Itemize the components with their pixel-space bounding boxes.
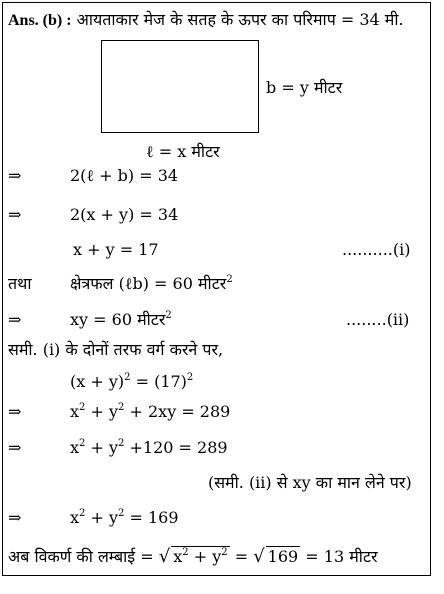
equation-2: 2(x + y) = 34 [70, 205, 179, 224]
eq11-y: + y [85, 508, 119, 527]
eq8-y: + y [85, 402, 119, 421]
equation-8 [70, 402, 230, 422]
intro-text: आयताकार मेज के सतह के ऊपर का परिमाप = 34 मी. [76, 10, 404, 29]
eq-tag-i: ..........(i) [342, 240, 411, 259]
superscript: 2 [79, 508, 86, 519]
radicand-2: 169 [267, 547, 299, 566]
superscript: 2 [79, 402, 86, 413]
tatha-label: तथा [8, 274, 32, 293]
radicand-1 [171, 546, 229, 567]
area-text: क्षेत्रफल (ℓb) = 60 मीटर [70, 274, 227, 293]
eq11-x: x [70, 508, 80, 527]
eq9-y: + y [85, 438, 119, 457]
rad-y: + y [188, 547, 222, 566]
implies-arrow: ⇒ [8, 508, 22, 527]
bottom-label: ℓ = x मीटर [146, 142, 220, 161]
eq8-rest: + 2xy = 289 [124, 402, 231, 421]
xy-text: xy = 60 मीटर [70, 310, 166, 329]
equation-7 [70, 372, 193, 392]
diagonal-equation [8, 546, 378, 567]
implies-arrow: ⇒ [8, 205, 22, 224]
superscript: 2 [118, 402, 125, 413]
rectangle-diagram [101, 40, 259, 133]
equation-5 [70, 310, 172, 330]
eq9-x: x [70, 438, 80, 457]
superscript: 2 [79, 438, 86, 449]
eq-tag-ii: ........(ii) [346, 310, 410, 329]
equals: = [229, 547, 254, 566]
superscript: 2 [182, 547, 189, 558]
eq7-b: = (17) [130, 372, 187, 391]
diagonal-result: = 13 मीटर [300, 547, 378, 566]
substitution-note: (समी. (ii) से xy का मान लेने पर) [208, 473, 412, 492]
ans-label: Ans. (b) : [8, 12, 72, 29]
superscript: 2 [118, 438, 125, 449]
superscript: 2 [186, 372, 194, 383]
radical-icon: √ [253, 546, 265, 567]
superscript: 2 [124, 372, 131, 383]
equation-3: x + y = 17 [73, 240, 159, 259]
superscript: 2 [226, 274, 233, 285]
equation-9 [70, 438, 228, 458]
side-label: b = y मीटर [266, 78, 343, 97]
superscript: 2 [118, 508, 125, 519]
intro-line [8, 10, 404, 31]
diagonal-text: अब विकर्ण की लम्बाई = [8, 547, 159, 566]
radical-icon: √ [158, 546, 171, 567]
eq8-x: x [70, 402, 80, 421]
implies-arrow: ⇒ [8, 310, 22, 329]
implies-arrow: ⇒ [8, 402, 22, 421]
superscript: 2 [221, 547, 228, 558]
superscript: 2 [165, 310, 172, 321]
equation-11 [70, 508, 179, 528]
equation-1: 2(ℓ + b) = 34 [70, 166, 179, 185]
eq11-rest: = 169 [124, 508, 179, 527]
area-equation [70, 274, 233, 294]
implies-arrow: ⇒ [8, 166, 22, 185]
eq7-a: (x + y) [70, 372, 125, 391]
eq9-rest: +120 = 289 [124, 438, 228, 457]
implies-arrow: ⇒ [8, 438, 22, 457]
squaring-note: समी. (i) के दोनों तरफ वर्ग करने पर, [8, 340, 224, 359]
rad-x: x [173, 547, 183, 566]
